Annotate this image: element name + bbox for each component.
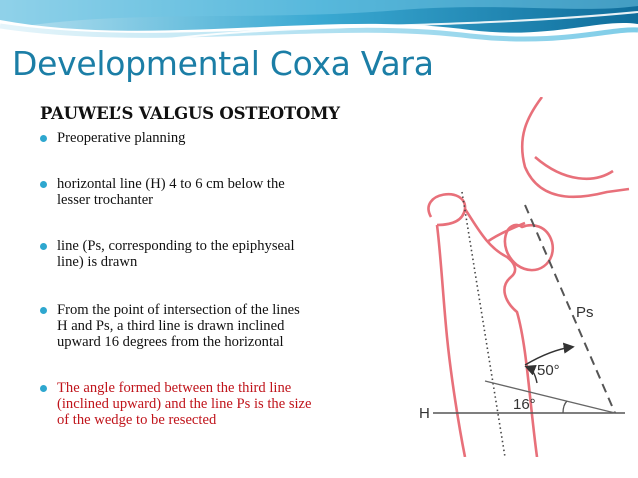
label-ps: Ps bbox=[576, 304, 594, 321]
bullet-text: From the point of intersection of the lines H and Ps, a third line is drawn inclined upward 16 degrees from the horizontal bbox=[57, 302, 300, 350]
osteotomy-diagram bbox=[367, 97, 632, 457]
label-h: H bbox=[419, 405, 430, 422]
bullet-text: horizontal line (H) 4 to 6 cm below the lesser trochanter bbox=[57, 176, 285, 208]
label-angle-16: 16° bbox=[513, 396, 536, 413]
bullet-item bbox=[40, 238, 370, 270]
bullet-item bbox=[40, 302, 370, 350]
bullet-item bbox=[40, 130, 370, 146]
bullet-dot-icon bbox=[40, 243, 47, 250]
label-angle-50: 50° bbox=[537, 362, 560, 379]
third-line bbox=[485, 381, 615, 413]
slide-title: Developmental Coxa Vara bbox=[12, 44, 434, 83]
bullet-item bbox=[40, 176, 370, 208]
bullet-text: line (Ps, corresponding to the epiphyseal line) is drawn bbox=[57, 238, 295, 270]
bullet-text: Preoperative planning bbox=[57, 130, 186, 146]
angle-16-arc bbox=[563, 401, 567, 413]
ps-line bbox=[525, 205, 615, 413]
bullet-item bbox=[40, 380, 370, 428]
bullet-dot-icon bbox=[40, 385, 47, 392]
bullet-dot-icon bbox=[40, 135, 47, 142]
bullet-dot-icon bbox=[40, 181, 47, 188]
femoral-axis-line bbox=[462, 192, 505, 457]
bullet-dot-icon bbox=[40, 307, 47, 314]
bullet-text: The angle formed between the third line (inclined upward) and the line Ps is the size of the wedge to be resected bbox=[57, 380, 312, 428]
slide-subtitle: PAUWEL’S VALGUS OSTEOTOMY bbox=[40, 104, 340, 123]
